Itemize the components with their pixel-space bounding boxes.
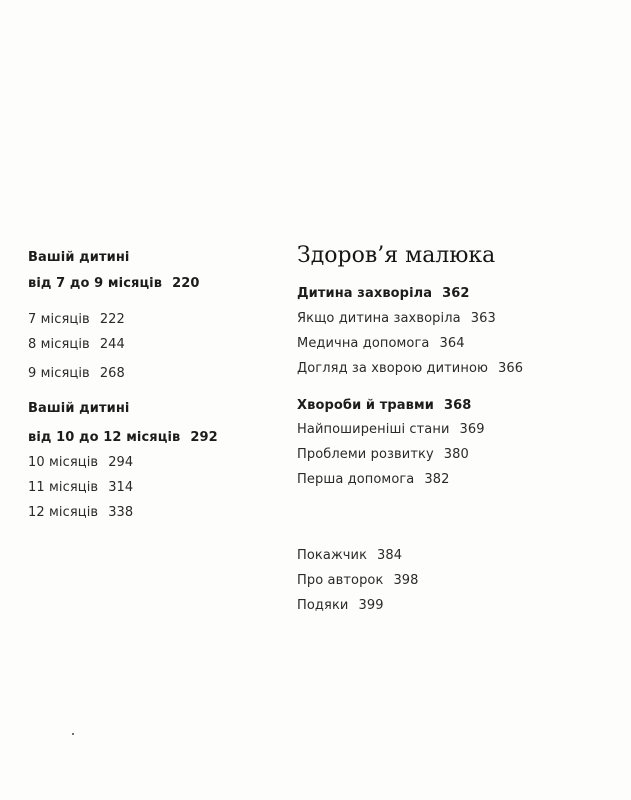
toc-item-acknowledgements[interactable]: Подяки 399: [297, 598, 384, 613]
toc-page-number: 268: [99, 366, 125, 381]
toc-page-number: 294: [108, 455, 134, 470]
scan-speck: [72, 733, 74, 735]
toc-page-number: 363: [470, 311, 496, 326]
toc-page-number: 222: [99, 312, 125, 327]
toc-heading-7-9-line2[interactable]: від 7 до 9 місяців 220: [28, 276, 200, 291]
toc-page-number: 368: [443, 398, 472, 413]
toc-page-number: 366: [498, 361, 524, 376]
toc-item[interactable]: Проблеми розвитку 380: [297, 447, 469, 462]
toc-heading-10-12-line1: Вашій дитині: [28, 401, 130, 416]
toc-page-number: 362: [442, 286, 470, 301]
toc-item[interactable]: 8 місяців 244: [28, 337, 125, 352]
toc-item[interactable]: 10 місяців 294: [28, 455, 134, 470]
toc-item[interactable]: 9 місяців 268: [28, 366, 125, 381]
toc-page-number: 244: [99, 337, 125, 352]
toc-page-number: 369: [459, 422, 485, 437]
toc-item[interactable]: 7 місяців 222: [28, 312, 125, 327]
toc-page-number: 398: [393, 573, 419, 588]
toc-item[interactable]: Догляд за хворою дитиною 366: [297, 361, 524, 376]
toc-page-number: 399: [358, 598, 384, 613]
section-title: Здоров’я малюка: [297, 243, 496, 268]
toc-page-number: 380: [443, 447, 469, 462]
toc-item[interactable]: Найпоширеніші стани 369: [297, 422, 485, 437]
toc-heading-illness-injury[interactable]: Хвороби й травми 368: [297, 398, 472, 413]
toc-item[interactable]: 12 місяців 338: [28, 505, 134, 520]
toc-page-number: 382: [424, 472, 450, 487]
toc-page-number: 314: [108, 480, 134, 495]
toc-item-about-authors[interactable]: Про авторок 398: [297, 573, 419, 588]
toc-page-number: 338: [108, 505, 134, 520]
toc-item[interactable]: Якщо дитина захворіла 363: [297, 311, 496, 326]
toc-heading-10-12-line2[interactable]: від 10 до 12 місяців 292: [28, 430, 218, 445]
toc-heading-sick-child[interactable]: Дитина захворіла 362: [297, 286, 470, 301]
toc-page-number: 384: [377, 548, 403, 563]
toc-item[interactable]: Медична допомога 364: [297, 336, 465, 351]
toc-item[interactable]: 11 місяців 314: [28, 480, 134, 495]
toc-page-number: 364: [439, 336, 465, 351]
toc-page-number: 220: [172, 276, 200, 291]
toc-page-number: 292: [190, 430, 218, 445]
toc-item-index[interactable]: Покажчик 384: [297, 548, 403, 563]
toc-heading-7-9-line1: Вашій дитині: [28, 250, 130, 265]
toc-item[interactable]: Перша допомога 382: [297, 472, 450, 487]
